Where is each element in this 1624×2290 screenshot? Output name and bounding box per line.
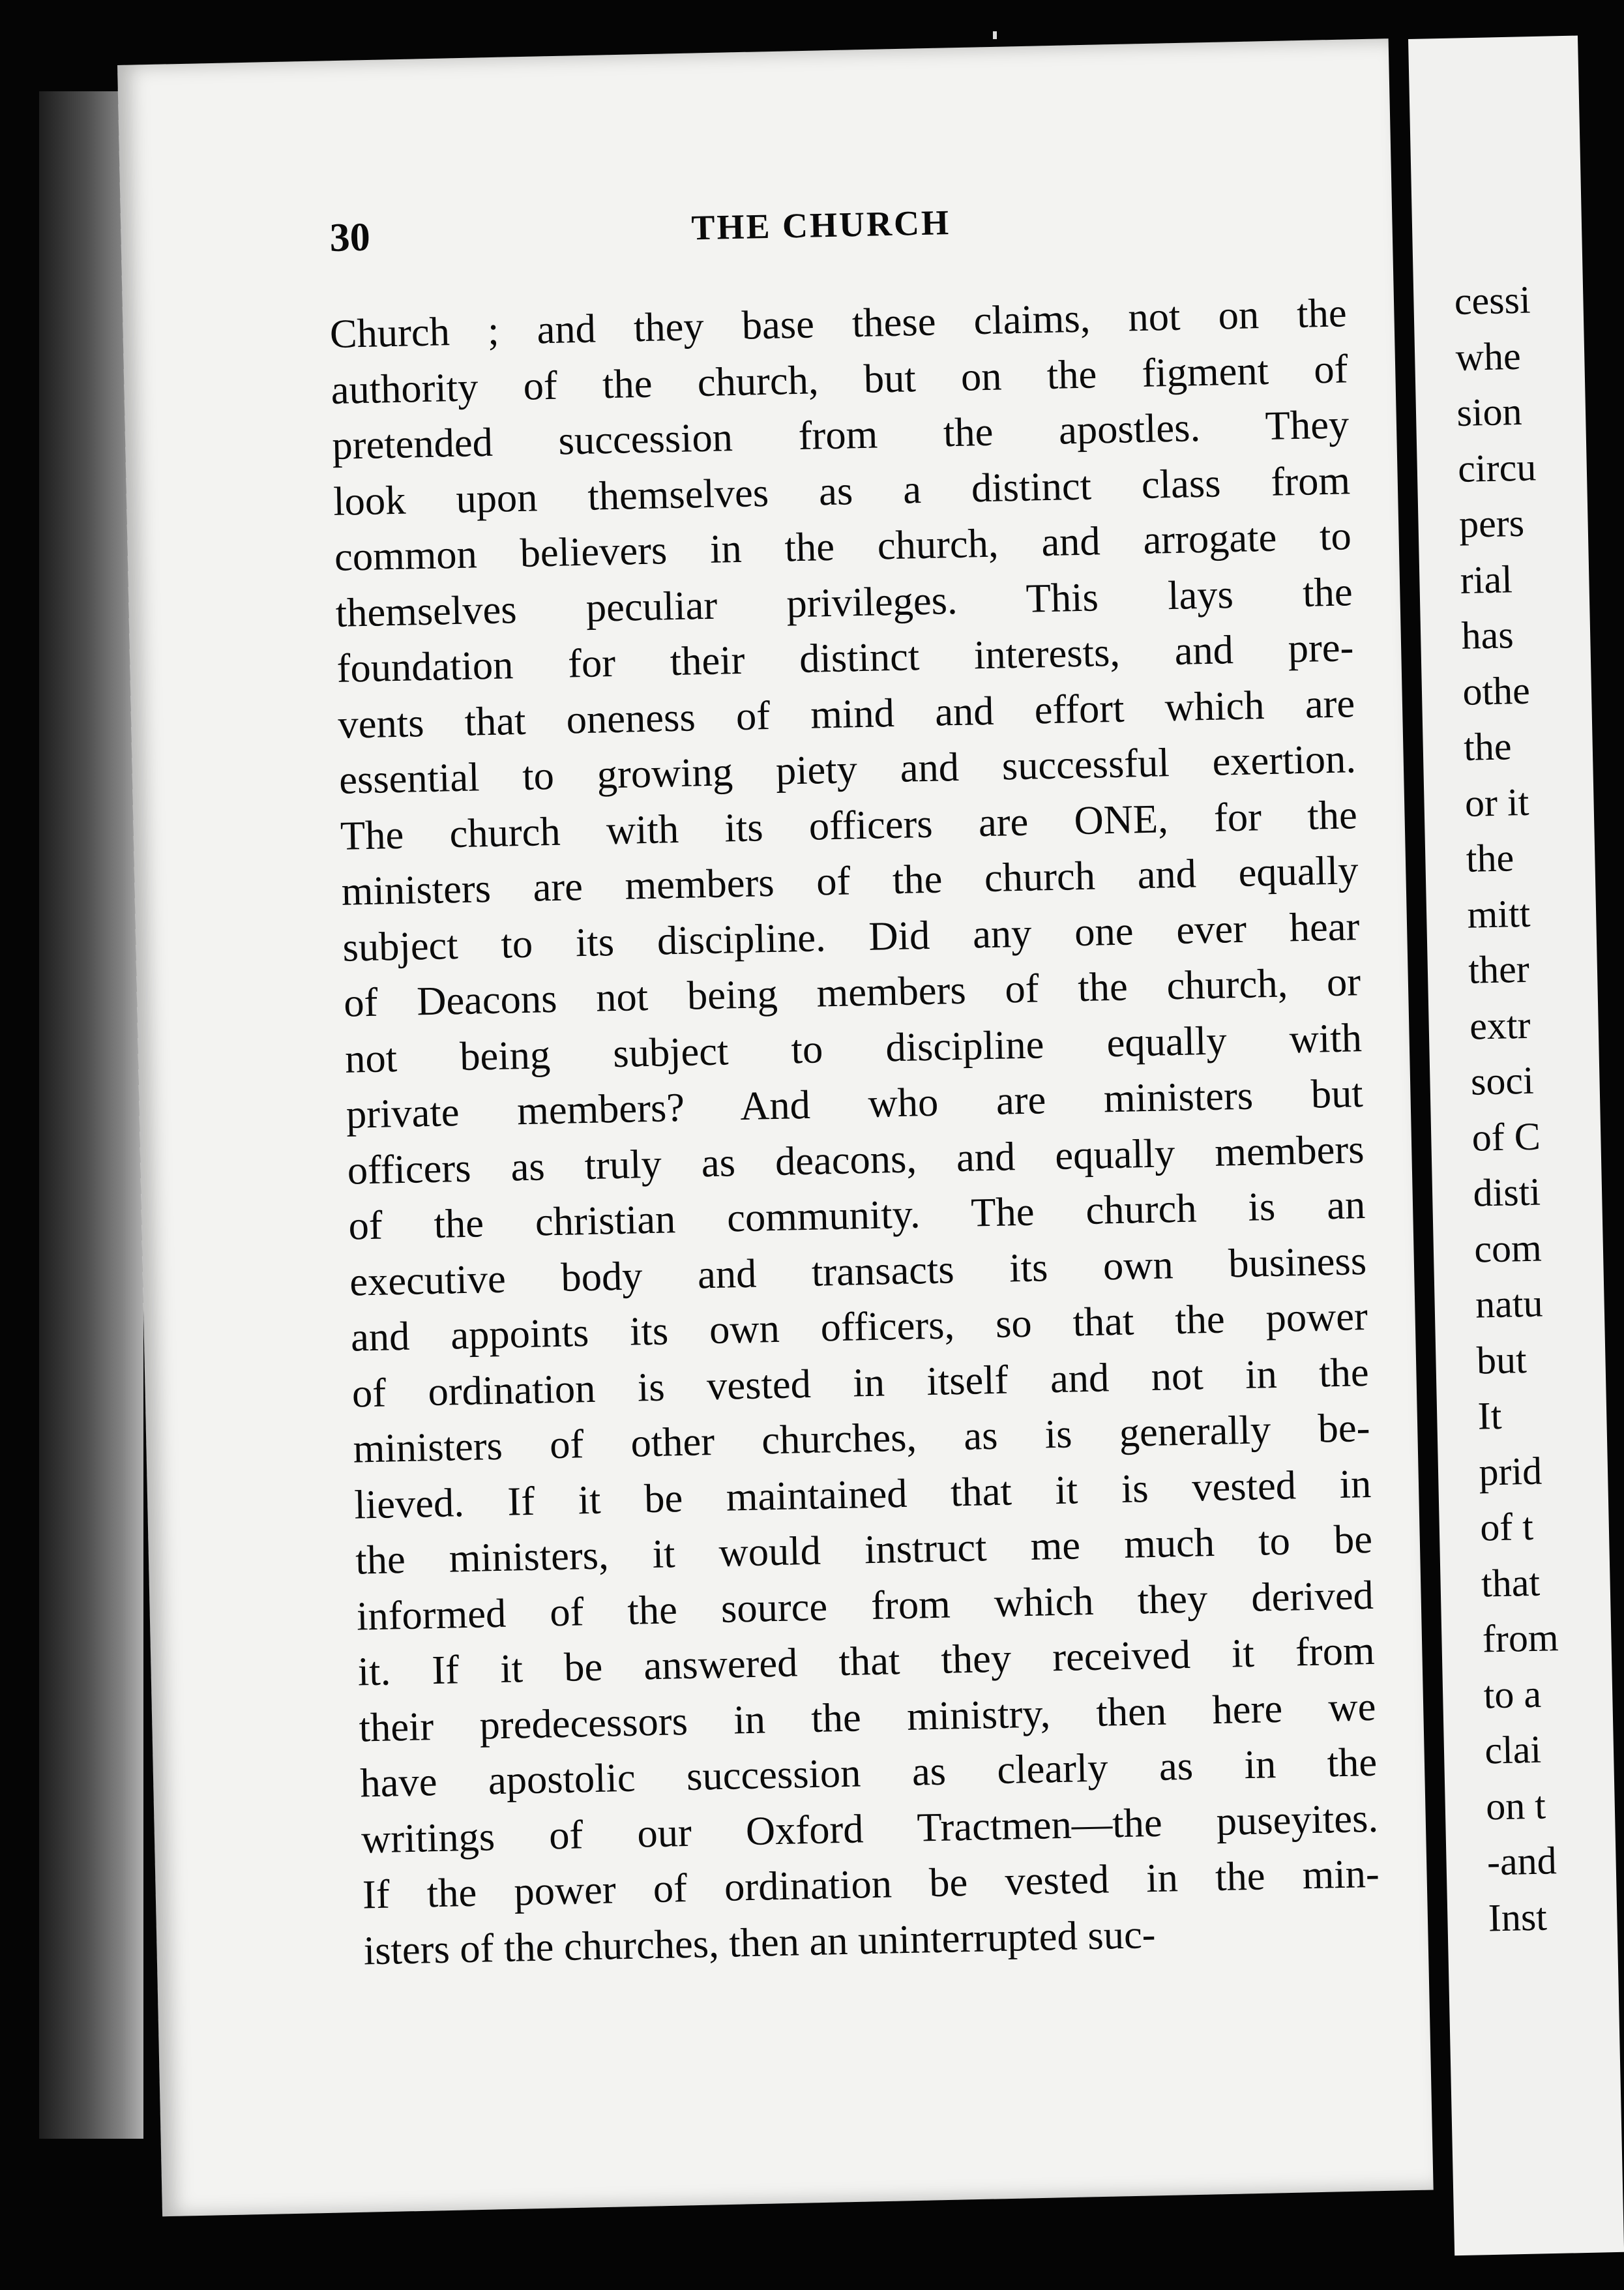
text-line: look upon themselves as a distinct class from xyxy=(332,456,1351,524)
fragment-line: the xyxy=(1466,836,1514,880)
fragment-line: It xyxy=(1477,1393,1503,1438)
fragment-line: rial xyxy=(1460,557,1513,602)
text-line: executive body and transacts its own business xyxy=(349,1237,1367,1305)
fragment-line: from xyxy=(1482,1616,1559,1661)
fragment-line: cessi xyxy=(1454,278,1531,323)
text-line: the ministers, it would instruct me much to be xyxy=(355,1515,1373,1583)
fragment-line: natu xyxy=(1475,1281,1544,1326)
text-line: themselves peculiar privileges. This lays the xyxy=(335,568,1353,636)
fragment-line: sion xyxy=(1456,389,1523,434)
fragment-line: on t xyxy=(1485,1783,1546,1828)
fragment-line: but xyxy=(1476,1337,1528,1382)
text-line: writings of our Oxford Tractmen—the puseyites. xyxy=(361,1794,1379,1862)
running-title: THE CHURCH xyxy=(690,203,951,248)
text-line: of Deacons not being members of the church, or xyxy=(343,959,1361,1026)
text-line: have apostolic succession as clearly as in the xyxy=(359,1738,1378,1806)
text-line: common believers in the church, and arrogate to xyxy=(334,513,1352,580)
fragment-line: clai xyxy=(1484,1727,1542,1772)
fragment-line: disti xyxy=(1472,1170,1541,1215)
text-line: private members? And who are ministers but xyxy=(346,1070,1364,1137)
text-line: isters of the churches, then an uninterrupted suc- xyxy=(363,1911,1157,1973)
fragment-line: com xyxy=(1473,1226,1543,1271)
text-line: of the christian community. The church is an xyxy=(347,1182,1366,1249)
fragment-line: mitt xyxy=(1466,891,1531,936)
fragment-line: whe xyxy=(1454,334,1522,379)
text-line: ministers are members of the church and equally xyxy=(341,847,1359,914)
text-line: subject to its discipline. Did any one ever hear xyxy=(342,902,1360,970)
text-line: pretended succession from the apostles. They xyxy=(331,401,1350,468)
text-line: vents that oneness of mind and effort which are xyxy=(337,679,1355,747)
text-line: The church with its officers are ONE, for the xyxy=(340,791,1358,859)
fragment-line: of C xyxy=(1471,1114,1541,1159)
fragment-line: that xyxy=(1481,1560,1541,1605)
fragment-line: of t xyxy=(1479,1504,1534,1549)
text-line: foundation for their distinct interests, and pre- xyxy=(336,624,1355,691)
text-line: not being subject to discipline equally with xyxy=(344,1014,1363,1082)
text-line: ministers of other churches, as is generally be- xyxy=(352,1404,1371,1472)
text-line: Church ; and they base these claims, not on the xyxy=(329,290,1348,357)
fragment-line: circu xyxy=(1457,445,1537,490)
page-number: 30 xyxy=(329,215,371,260)
fragment-line: the xyxy=(1463,724,1513,769)
fragment-line: -and xyxy=(1486,1839,1558,1884)
text-line: essential to growing piety and successful exertion. xyxy=(338,736,1357,803)
text-line: authority of the church, but on the figment of xyxy=(330,345,1349,413)
text-line: their predecessors in the ministry, then here we xyxy=(358,1683,1377,1751)
text-line: of ordination is vested in itself and not in the xyxy=(351,1348,1370,1416)
fragment-line: has xyxy=(1460,613,1514,657)
margin-speck xyxy=(993,31,997,39)
text-line: If the power of ordination be vested in the min- xyxy=(362,1850,1380,1918)
fragment-line: prid xyxy=(1478,1449,1543,1494)
fragment-line: soci xyxy=(1470,1058,1535,1103)
body-text xyxy=(329,285,1381,1978)
text-line: lieved. If it be maintained that it is vested in xyxy=(353,1460,1372,1528)
fragment-line: or it xyxy=(1464,780,1529,825)
text-line: informed of the source from which they derived xyxy=(356,1571,1374,1639)
fragment-line: extr xyxy=(1469,1003,1531,1048)
fragment-line: othe xyxy=(1462,668,1531,713)
fragment-line: to a xyxy=(1483,1672,1542,1717)
fragment-line: pers xyxy=(1458,501,1525,546)
fragment-line: ther xyxy=(1468,947,1530,992)
text-line: it. If it be answered that they received it from xyxy=(357,1627,1376,1695)
fragment-line: Inst xyxy=(1488,1895,1548,1939)
text-line: and appoints its own officers, so that the power xyxy=(350,1292,1368,1360)
text-line: officers as truly as deacons, and equally members xyxy=(347,1125,1365,1193)
